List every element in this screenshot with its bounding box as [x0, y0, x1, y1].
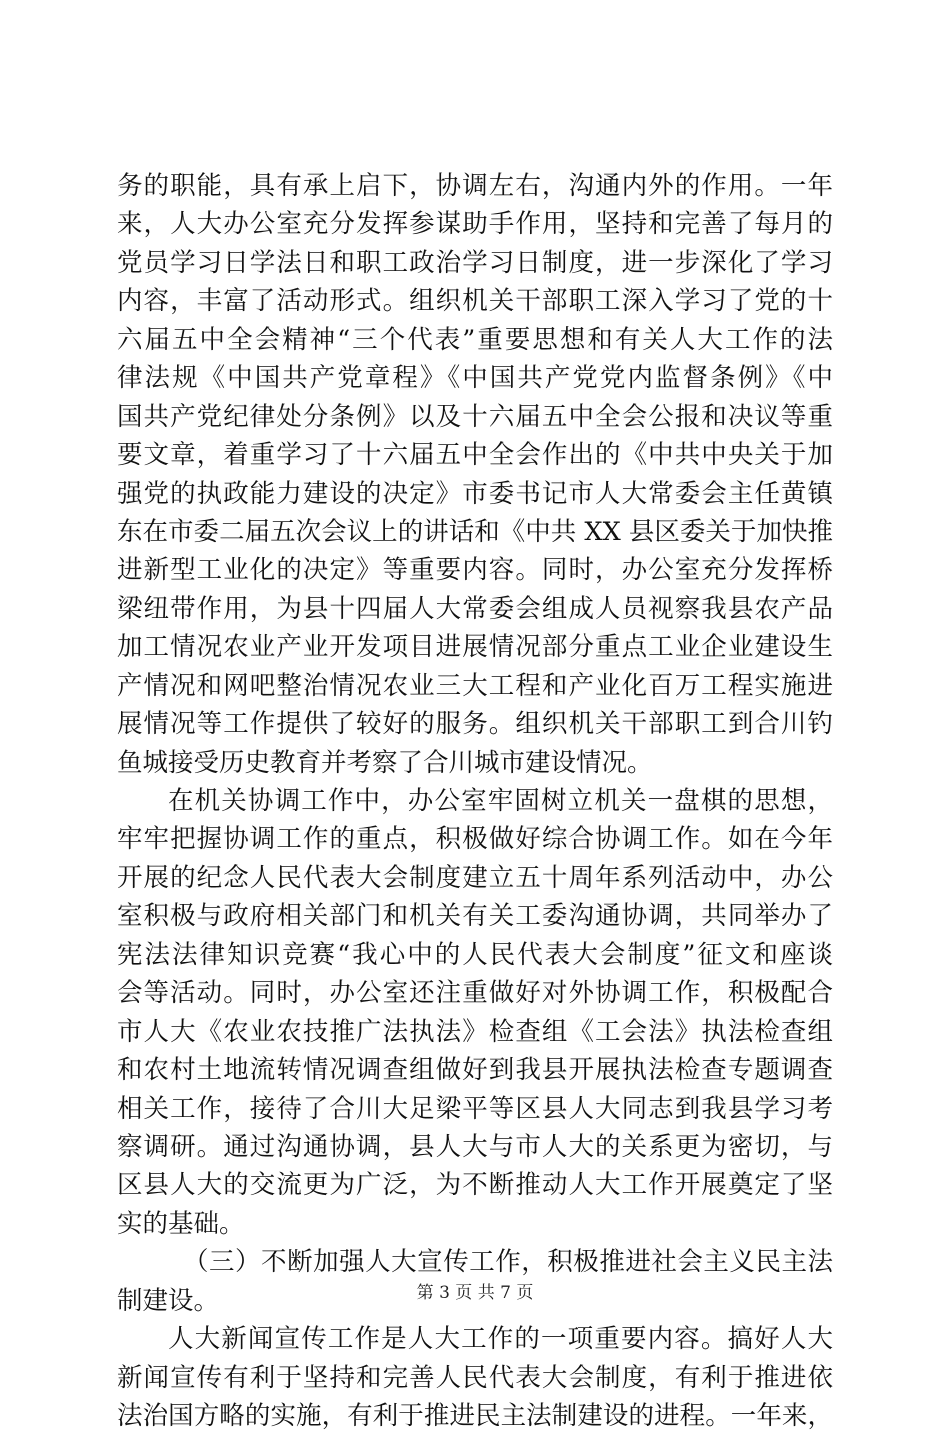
text-line: 六届五中全会精神“三个代表”重要思想和有关人大工作的法 [117, 324, 833, 355]
text-line: 会等活动。同时，办公室还注重做好对外协调工作，积极配合 [117, 978, 833, 1009]
section-heading-continuation: 制建设。 [117, 1285, 220, 1316]
text-line: 梁纽带作用，为县十四届人大常委会组成人员视察我县农产品 [117, 593, 833, 624]
text-line: 务的职能，具有承上启下，协调左右，沟通内外的作用。一年 [117, 171, 833, 201]
text-line: 和农村土地流转情况调查组做好到我县开展执法检查专题调查 [117, 1055, 833, 1086]
text-line: 相关工作，接待了合川大足梁平等区县人大同志到我县学习考 [117, 1093, 833, 1124]
section-heading: （三）不断加强人大宣传工作，积极推进社会主义民主法 [183, 1247, 833, 1278]
text-line: 法治国方略的实施，有利于推进民主法制建设的进程。一年来， [117, 1401, 833, 1431]
text-line: 党员学习日学法日和职工政治学习日制度，进一步深化了学习 [117, 247, 833, 278]
document-body [117, 167, 833, 1435]
text-line: 国共产党纪律处分条例》以及十六届五中全会公报和决议等重 [117, 401, 833, 432]
text-line: 实的基础。 [117, 1208, 245, 1239]
text-line: 产情况和网吧整治情况农业三大工程和产业化百万工程实施进 [117, 670, 833, 701]
text-line: 来，人大办公室充分发挥参谋助手作用，坚持和完善了每月的 [117, 209, 833, 240]
text-line: 宪法法律知识竞赛“我心中的人民代表大会制度”征文和座谈 [117, 939, 833, 970]
text-line: 加工情况农业产业开发项目进展情况部分重点工业企业建设生 [117, 632, 833, 663]
text-line: 察调研。通过沟通协调，县人大与市人大的关系更为密切，与 [117, 1131, 833, 1162]
text-line: 市人大《农业农技推广法执法》检查组《工会法》执法检查组 [117, 1016, 833, 1047]
text-line: 区县人大的交流更为广泛，为不断推动人大工作开展奠定了坚 [117, 1170, 833, 1201]
text-line: 室积极与政府相关部门和机关有关工委沟通协调，共同举办了 [117, 901, 833, 932]
text-line: 强党的执政能力建设的决定》市委书记市人大常委会主任黄镇 [117, 478, 833, 509]
text-line: 新闻宣传有利于坚持和完善人民代表大会制度，有利于推进依 [117, 1362, 833, 1393]
paragraph-first-line: 人大新闻宣传工作是人大工作的一项重要内容。搞好人大 [168, 1324, 833, 1355]
text-line: 要文章，着重学习了十六届五中全会作出的《中共中央关于加 [117, 440, 833, 471]
text-line: 鱼城接受历史教育并考察了合川城市建设情况。 [117, 747, 653, 778]
text-line: 内容，丰富了活动形式。组织机关干部职工深入学习了党的十 [117, 286, 833, 317]
text-line: 展情况等工作提供了较好的服务。组织机关干部职工到合川钓 [117, 709, 833, 740]
text-line: 开展的纪念人民代表大会制度建立五十周年系列活动中，办公 [117, 862, 833, 893]
paragraph-first-line: 在机关协调工作中，办公室牢固树立机关一盘棋的思想， [168, 786, 833, 816]
page-number-footer: 第 3 页 共 7 页 [416, 1283, 534, 1303]
text-line: 律法规《中国共产党章程》《中国共产党党内监督条例》《中 [117, 363, 833, 394]
text-line: 牢牢把握协调工作的重点，积极做好综合协调工作。如在今年 [117, 824, 833, 855]
text-line: 东在市委二届五次会议上的讲话和《中共 XX 县区委关于加快推 [117, 516, 833, 547]
text-line: 进新型工业化的决定》等重要内容。同时，办公室充分发挥桥 [117, 555, 833, 586]
